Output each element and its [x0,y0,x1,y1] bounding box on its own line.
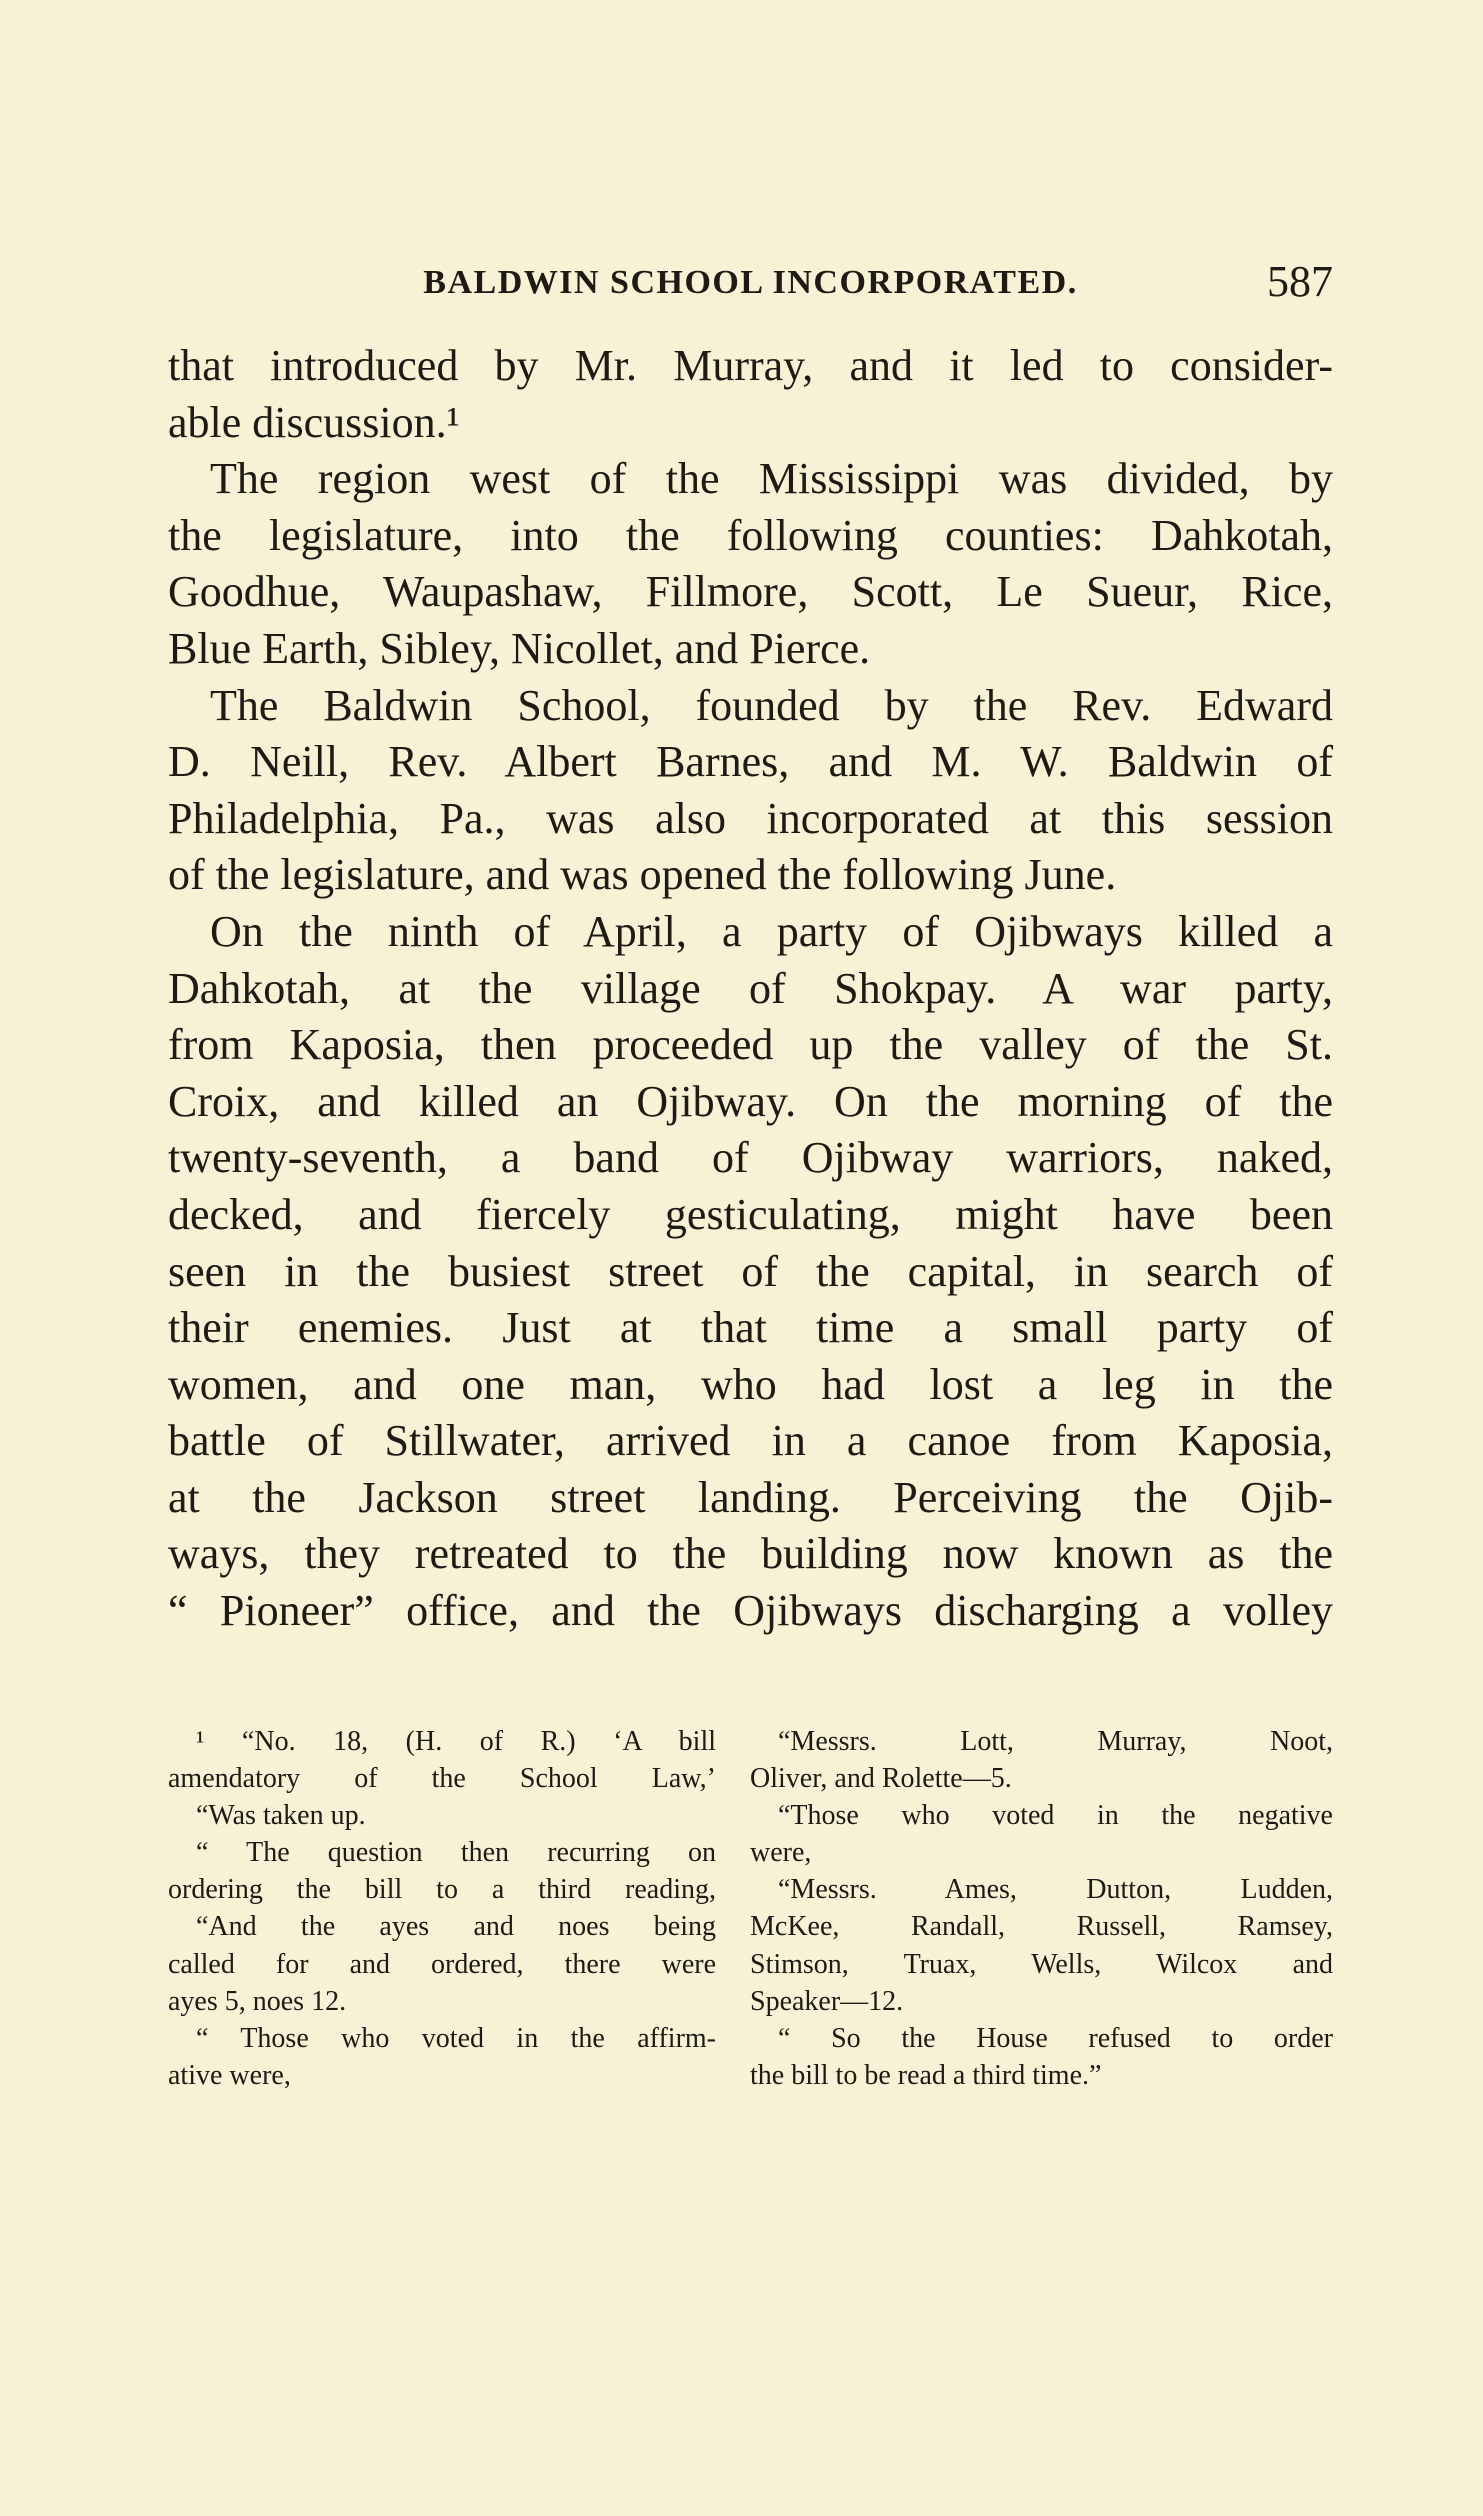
footnote-line: “ So the House refused to order [778,2022,1333,2054]
body-line: the legislature, into the following counties: Dahkotah, [168,510,1333,560]
footnote-line: “ Those who voted in the affirm- [196,2022,716,2054]
running-head [168,256,1333,306]
footnote-line: were, [750,1837,812,1869]
body-line: The Baldwin School, founded by the Rev. Edward [210,680,1333,730]
body-line: decked, and fiercely gesticulating, might have been [168,1189,1333,1239]
footnote-line: Speaker—12. [750,1985,904,2017]
footnote-line: “And the ayes and noes being [196,1911,716,1943]
footnote-line: ative were, [168,2059,291,2091]
footnote-column-right [750,1723,1333,2094]
running-title: BALDWIN SCHOOL INCORPORATED. [423,264,1078,301]
body-line: twenty-seventh, a band of Ojibway warriors, naked, [168,1133,1333,1183]
body-line: ways, they retreated to the building now known as the [168,1529,1333,1579]
footnote-line: called for and ordered, there were [168,1948,716,1980]
footnote-line: Oliver, and Rolette—5. [750,1763,1012,1795]
body-line: from Kaposia, then proceeded up the valley of the St. [168,1020,1333,1070]
footnote-line: “Messrs. Ames, Dutton, Ludden, [778,1874,1333,1906]
footnote-line: “Messrs. Lott, Murray, Noot, [778,1726,1333,1757]
body-line: Dahkotah, at the village of Shokpay. A war party, [168,963,1333,1013]
body-line: Goodhue, Waupashaw, Fillmore, Scott, Le Sueur, Rice, [168,567,1333,617]
body-text [168,338,1333,1640]
body-line: their enemies. Just at that time a small party of [168,1303,1333,1353]
footnote-line: ordering the bill to a third reading, [168,1874,716,1906]
body-line: The region west of the Mississippi was divided, by [210,454,1333,504]
body-line: Philadelphia, Pa., was also incorporated at this session [168,793,1333,843]
body-line: On the ninth of April, a party of Ojibways killed a [210,906,1333,956]
body-line: Blue Earth, Sibley, Nicollet, and Pierce. [168,623,871,673]
footnote-line: McKee, Randall, Russell, Ramsey, [750,1911,1333,1943]
body-line: seen in the busiest street of the capital, in search of [168,1246,1333,1296]
footnote-line: “ The question then recurring on [196,1837,716,1869]
page-number: 587 [1267,257,1333,306]
footnote-column-left [168,1723,716,2094]
footnote-line: ¹ “No. 18, (H. of R.) ‘A bill [196,1726,716,1757]
footnote-line: ayes 5, noes 12. [168,1985,347,2017]
body-line: women, and one man, who had lost a leg in the [168,1359,1333,1409]
footnote-line: the bill to be read a third time.” [750,2059,1102,2091]
body-line: Croix, and killed an Ojibway. On the morning of the [168,1076,1333,1126]
body-line: battle of Stillwater, arrived in a canoe from Kaposia, [168,1416,1333,1466]
footnote-line: “Was taken up. [196,1800,366,1832]
footnote-line: amendatory of the School Law,’ [168,1763,716,1795]
body-line: “ Pioneer” office, and the Ojibways discharging a volley [168,1586,1333,1636]
body-line: that introduced by Mr. Murray, and it led to consider- [168,341,1333,390]
body-line: of the legislature, and was opened the following June. [168,850,1117,900]
footnote-line: Stimson, Truax, Wells, Wilcox and [750,1948,1333,1980]
body-line: D. Neill, Rev. Albert Barnes, and M. W. Baldwin of [168,737,1333,787]
footnote-line: “Those who voted in the negative [778,1800,1333,1832]
body-line: at the Jackson street landing. Perceiving the Ojib- [168,1472,1333,1522]
body-line: able discussion.¹ [168,397,460,447]
